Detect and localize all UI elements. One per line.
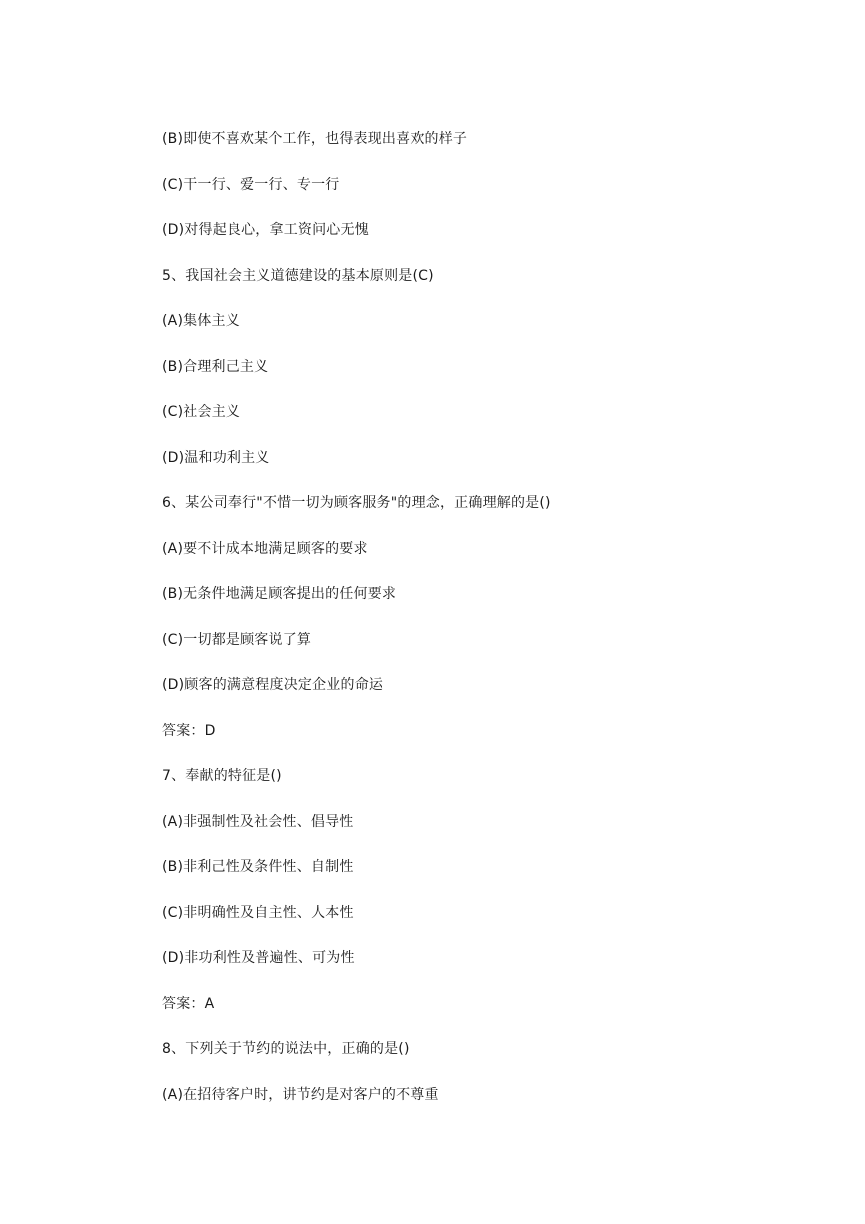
option-line: (C)社会主义 [162,404,241,420]
option-line: (D)顾客的满意程度决定企业的命运 [162,677,384,693]
option-line: (B)即使不喜欢某个工作，也得表现出喜欢的样子 [162,131,468,147]
question-line: 5、我国社会主义道德建设的基本原则是(C) [162,267,434,284]
answer-line: 答案：D [162,722,216,739]
option-line: (A)集体主义 [162,313,240,329]
option-line: (B)非利己性及条件性、自制性 [162,859,354,875]
option-line: (A)在招待客户时，讲节约是对客户的不尊重 [162,1086,439,1103]
document-body [162,126,802,1127]
option-line: (D)温和功利主义 [162,449,270,466]
option-line: (C)非明确性及自主性、人本性 [162,904,354,921]
question-line: 7、奉献的特征是() [162,768,282,784]
option-line: (D)非功利性及普遍性、可为性 [162,950,355,966]
option-line: (A)要不计成本地满足顾客的要求 [162,540,368,557]
option-line: (C)一切都是顾客说了算 [162,631,312,648]
question-line: 8、下列关于节约的说法中，正确的是() [162,1041,410,1057]
option-line: (A)非强制性及社会性、倡导性 [162,813,354,830]
option-line: (D)对得起良心，拿工资问心无愧 [162,222,369,238]
option-line: (C)干一行、爱一行、专一行 [162,176,340,193]
option-line: (B)合理利己主义 [162,358,269,375]
answer-line: 答案：A [162,995,215,1012]
question-line: 6、某公司奉行"不惜一切为顾客服务"的理念，正确理解的是() [162,495,551,511]
option-line: (B)无条件地满足顾客提出的任何要求 [162,586,397,602]
